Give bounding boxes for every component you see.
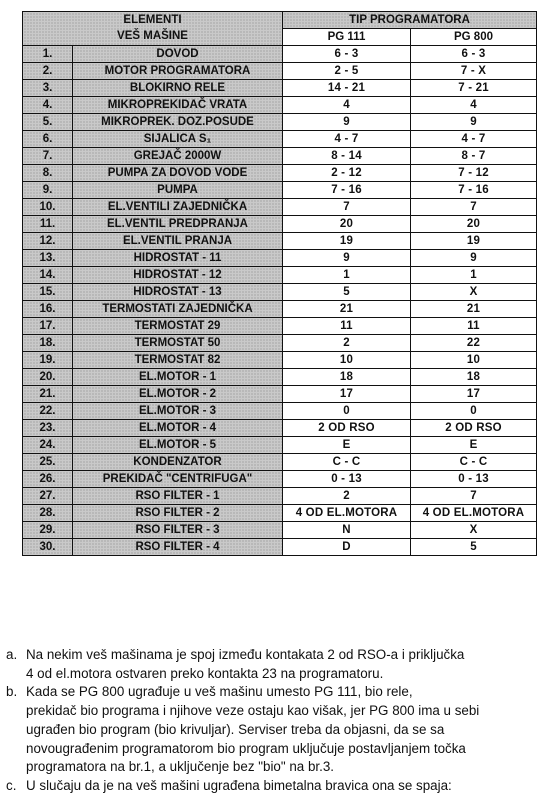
table-row [23,352,537,369]
pg800-value-cell: 4 OD EL.MOTORA [411,505,537,522]
pg111-value-cell: 2 - 12 [283,165,411,182]
pg800-value-cell: 7 - 21 [411,80,537,97]
element-name-cell: RSO FILTER - 4 [73,539,283,556]
element-name-cell: BLOKIRNO RELE [73,80,283,97]
element-name-cell: MOTOR PROGRAMATORA [73,63,283,80]
table-row [23,403,537,420]
note-item [6,646,536,683]
header-elements-line2: VEŠ MAŠINE [117,30,188,42]
pg800-value-cell: 7 - X [411,63,537,80]
element-name-cell: GREJAČ 2000W [73,148,283,165]
row-number-cell: 24. [23,437,73,454]
pg800-value-cell: 11 [411,318,537,335]
pg111-value-cell: 18 [283,369,411,386]
note-text [26,777,536,796]
note-line: Kada se PG 800 ugrađuje u veš mašinu umesto PG 111, bio rele, [26,684,413,700]
row-number-cell: 14. [23,267,73,284]
row-number-cell: 16. [23,301,73,318]
row-number-cell: 28. [23,505,73,522]
pg111-value-cell: 4 - 7 [283,131,411,148]
table-row [23,267,537,284]
row-number-cell: 12. [23,233,73,250]
pg800-value-cell: 2 OD RSO [411,420,537,437]
row-number-cell: 9. [23,182,73,199]
row-number-cell: 29. [23,522,73,539]
pg800-value-cell: 7 [411,488,537,505]
pg800-value-cell: 7 - 16 [411,182,537,199]
note-item [6,683,536,777]
pg800-value-cell: 10 [411,352,537,369]
row-number-cell: 5. [23,114,73,131]
pg111-value-cell: 11 [283,318,411,335]
pg800-value-cell: 0 - 13 [411,471,537,488]
element-name-cell: RSO FILTER - 3 [73,522,283,539]
pg111-value-cell: 20 [283,216,411,233]
row-number-cell: 15. [23,284,73,301]
table-row [23,63,537,80]
element-name-cell: TERMOSTAT 82 [73,352,283,369]
pg800-value-cell: 6 - 3 [411,46,537,63]
element-name-cell: RSO FILTER - 1 [73,488,283,505]
row-number-cell: 23. [23,420,73,437]
pg111-value-cell: D [283,539,411,556]
note-line: 4 od el.motora ostvaren preko kontakta 23 na programatoru. [26,665,384,681]
element-name-cell: DOVOD [73,46,283,63]
table-row [23,114,537,131]
pg111-value-cell: 17 [283,386,411,403]
table-row [23,284,537,301]
row-number-cell: 27. [23,488,73,505]
element-name-cell: EL.MOTOR - 3 [73,403,283,420]
element-name-cell: PUMPA ZA DOVOD VODE [73,165,283,182]
row-number-cell: 30. [23,539,73,556]
notes-section [6,646,536,796]
table-row [23,488,537,505]
table-row [23,216,537,233]
pg800-value-cell: 22 [411,335,537,352]
pg800-value-cell: 4 - 7 [411,131,537,148]
row-number-cell: 2. [23,63,73,80]
pg111-value-cell: C - C [283,454,411,471]
row-number-cell: 18. [23,335,73,352]
element-name-cell: HIDROSTAT - 12 [73,267,283,284]
note-text [26,646,536,683]
pg111-value-cell: 6 - 3 [283,46,411,63]
element-name-cell: HIDROSTAT - 13 [73,284,283,301]
element-name-cell: EL.MOTOR - 2 [73,386,283,403]
table-row [23,80,537,97]
pg800-value-cell: 19 [411,233,537,250]
pg111-value-cell: 1 [283,267,411,284]
element-name-cell: EL.MOTOR - 4 [73,420,283,437]
table-row [23,131,537,148]
pg800-value-cell: 7 [411,199,537,216]
pg800-value-cell: 8 - 7 [411,148,537,165]
note-line: Na nekim veš mašinama je spoj između kontakata 2 od RSO-a i priključka [26,647,465,662]
pg800-value-cell: C - C [411,454,537,471]
table-row [23,505,537,522]
pg800-value-cell: E [411,437,537,454]
table-row [23,420,537,437]
header-elements [23,12,283,46]
header-elements-line1: ELEMENTI [123,14,182,26]
row-number-cell: 19. [23,352,73,369]
pg800-value-cell: 1 [411,267,537,284]
row-number-cell: 17. [23,318,73,335]
pg111-value-cell: 5 [283,284,411,301]
table-row [23,369,537,386]
note-line: U slučaju da je na veš mašini ugrađena bimetalna bravica ona se spaja: [26,777,452,793]
note-label: a. [6,647,18,662]
table-row [23,335,537,352]
row-number-cell: 10. [23,199,73,216]
pg111-value-cell: 8 - 14 [283,148,411,165]
table-row [23,148,537,165]
pg111-value-cell: 14 - 21 [283,80,411,97]
pg800-value-cell: X [411,522,537,539]
table-row [23,301,537,318]
element-name-cell: TERMOSTAT 29 [73,318,283,335]
pg800-value-cell: 5 [411,539,537,556]
element-name-cell: HIDROSTAT - 11 [73,250,283,267]
row-number-cell: 25. [23,454,73,471]
note-item [6,777,536,796]
pg800-value-cell: 21 [411,301,537,318]
table-row [23,182,537,199]
element-name-cell: EL.VENTIL PREDPRANJA [73,216,283,233]
note-line: novougrađenim programatorom bio program uključuje postavljanjem točka [26,740,466,756]
pg111-value-cell: 9 [283,114,411,131]
element-name-cell: RSO FILTER - 2 [73,505,283,522]
pg111-value-cell: 4 [283,97,411,114]
row-number-cell: 20. [23,369,73,386]
pg111-value-cell: 10 [283,352,411,369]
table-row [23,386,537,403]
row-number-cell: 21. [23,386,73,403]
header-pg111: PG 111 [283,29,411,46]
table-row [23,539,537,556]
note-line: programatora na br.1, a uključenje bez "bio" na br.3. [26,759,335,775]
header-pg800: PG 800 [411,29,537,46]
element-name-cell: EL.MOTOR - 1 [73,369,283,386]
pg111-value-cell: N [283,522,411,539]
element-name-cell: TERMOSTAT 50 [73,335,283,352]
table-row [23,233,537,250]
pg800-value-cell: X [411,284,537,301]
table-row [23,250,537,267]
row-number-cell: 26. [23,471,73,488]
pg111-value-cell: 2 [283,488,411,505]
note-label: b. [6,684,18,700]
row-number-cell: 6. [23,131,73,148]
table-row [23,165,537,182]
row-number-cell: 13. [23,250,73,267]
table-row [23,471,537,488]
row-number-cell: 7. [23,148,73,165]
note-label: c. [6,777,17,793]
table-row [23,454,537,471]
row-number-cell: 8. [23,165,73,182]
pg111-value-cell: E [283,437,411,454]
pg800-value-cell: 9 [411,250,537,267]
element-name-cell: KONDENZATOR [73,454,283,471]
row-number-cell: 3. [23,80,73,97]
table-row [23,522,537,539]
table-row [23,318,537,335]
row-number-cell: 4. [23,97,73,114]
table-row [23,199,537,216]
programmer-table [22,11,537,556]
element-name-cell: EL.VENTILI ZAJEDNIČKA [73,199,283,216]
pg800-value-cell: 7 - 12 [411,165,537,182]
pg111-value-cell: 21 [283,301,411,318]
element-name-cell: PREKIDAČ "CENTRIFUGA" [73,471,283,488]
note-line: prekidač bio programa i njihove veze ostaju kao višak, jer PG 800 ima u sebi [26,703,480,719]
table-body [23,46,537,556]
pg800-value-cell: 0 [411,403,537,420]
element-name-cell: MIKROPREK. DOZ.POSUDE [73,114,283,131]
element-name-cell: EL.VENTIL PRANJA [73,233,283,250]
note-text [26,683,536,777]
table-row [23,46,537,63]
element-name-cell: TERMOSTATI ZAJEDNIČKA [73,301,283,318]
pg111-value-cell: 2 - 5 [283,63,411,80]
pg111-value-cell: 19 [283,233,411,250]
element-name-cell: PUMPA [73,182,283,199]
note-line: ugrađen bio program (bio krivuljar). Serviser treba da objasni, da se sa [26,721,445,737]
pg800-value-cell: 17 [411,386,537,403]
pg111-value-cell: 2 [283,335,411,352]
row-number-cell: 11. [23,216,73,233]
pg800-value-cell: 18 [411,369,537,386]
pg800-value-cell: 9 [411,114,537,131]
row-number-cell: 22. [23,403,73,420]
element-name-cell: MIKROPREKIDAČ VRATA [73,97,283,114]
pg111-value-cell: 0 [283,403,411,420]
pg111-value-cell: 2 OD RSO [283,420,411,437]
pg800-value-cell: 4 [411,97,537,114]
pg111-value-cell: 7 - 16 [283,182,411,199]
pg111-value-cell: 9 [283,250,411,267]
header-programmer-type: TIP PROGRAMATORA [283,12,537,29]
row-number-cell: 1. [23,46,73,63]
pg111-value-cell: 7 [283,199,411,216]
element-name-cell: SIJALICA S₁ [73,131,283,148]
pg111-value-cell: 4 OD EL.MOTORA [283,505,411,522]
pg800-value-cell: 20 [411,216,537,233]
table-row [23,437,537,454]
element-name-cell: EL.MOTOR - 5 [73,437,283,454]
pg111-value-cell: 0 - 13 [283,471,411,488]
table-row [23,97,537,114]
